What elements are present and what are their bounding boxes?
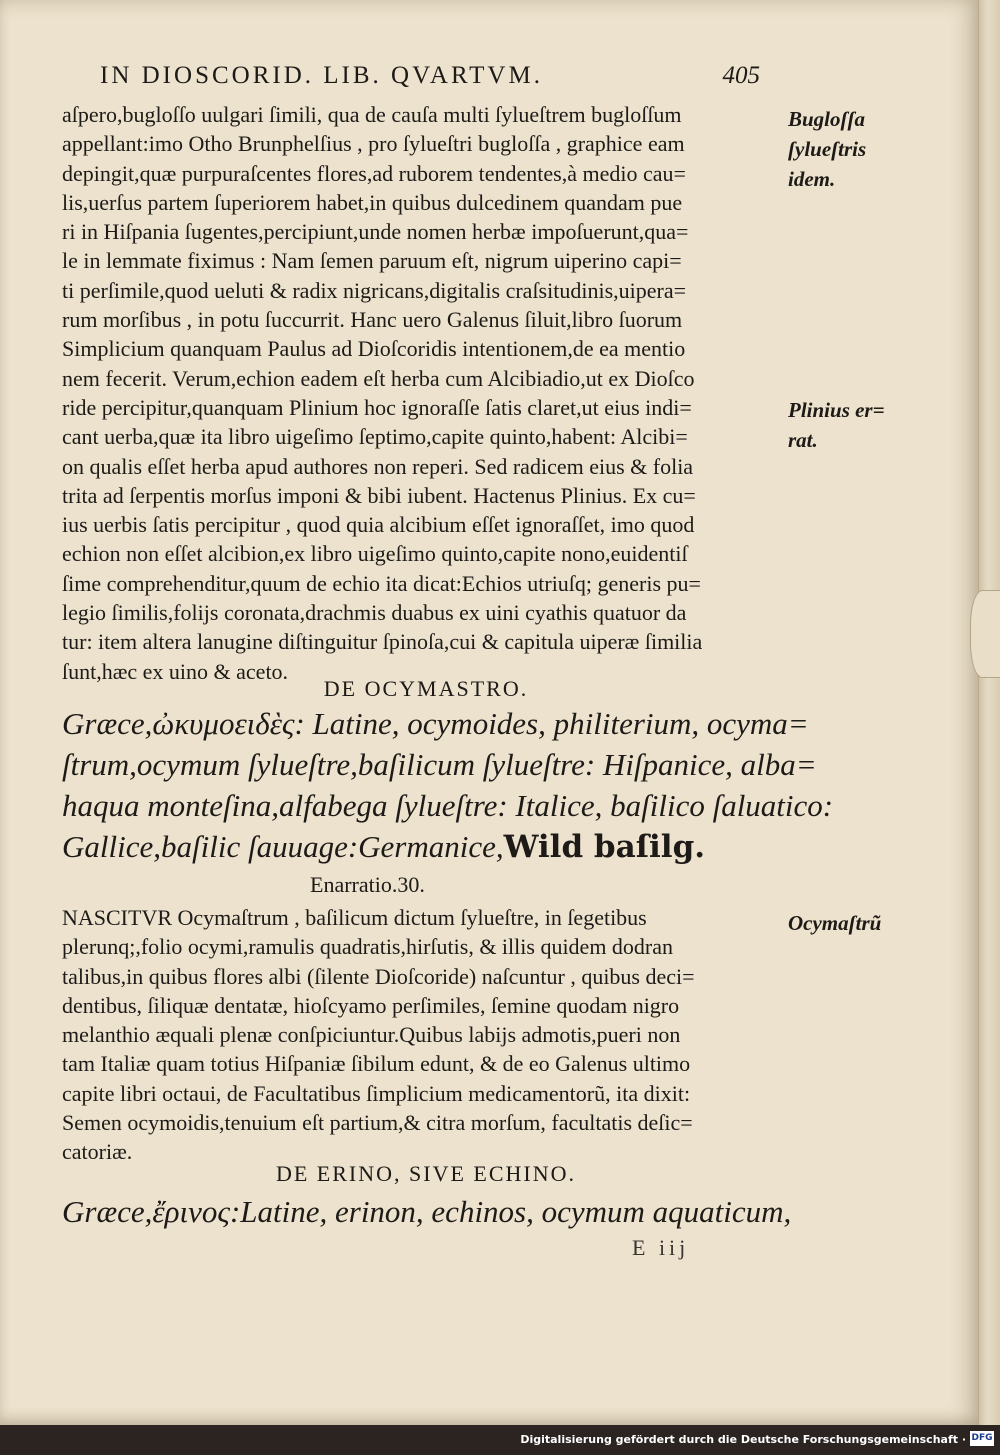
margin-line: rat. — [788, 428, 818, 452]
margin-note-plinius — [788, 395, 888, 455]
dfg-logo: DFG — [970, 1431, 994, 1446]
body-text-block-1 — [62, 100, 790, 686]
text-line: depingit,quæ purpuraſcentes flores,ad ruborem tendentes,à medio cau= — [62, 160, 686, 186]
names-line-prefix: Gallice,baſilic ſauuage:Germanice, — [62, 829, 504, 864]
margin-line: Bugloſſa — [788, 107, 866, 131]
digitization-credit: Digitalisierung gefördert durch die Deutsche Forschungsgemeinschaft · — [520, 1433, 966, 1446]
german-name: Wild baſilg. — [503, 829, 706, 865]
text-line: cant uerba,quæ ita libro uigeſimo ſeptimo,capite quinto,habent: Alcibi= — [62, 424, 688, 450]
text-line: ſime comprehenditur,quum de echio ita dicat:Echios utriuſq; generis pu= — [62, 570, 701, 596]
signature-mark: E iij — [632, 1235, 690, 1260]
enarratio-label: Enarratio.30. — [310, 872, 425, 897]
text-line: melanthio æquali plenæ conſpiciuntur.Quibus labijs admotis,pueri non — [62, 1022, 681, 1048]
text-line: NASCITVR Ocymaſtrum , baſilicum dictum ſylueſtre, in ſegetibus — [62, 905, 647, 930]
text-line: lis,uerſus partem ſuperiorem habet,in quibus dulcedinem quandam pue — [62, 189, 683, 215]
margin-note-buglossa — [788, 104, 888, 194]
text-line: ſunt,hæc ex uino & aceto. — [62, 658, 289, 684]
margin-note-ocymastrum — [788, 908, 888, 938]
text-line: trita ad ſerpentis morſus imponi & bibi iubent. Hactenus Plinius. Ex cu= — [62, 482, 696, 508]
text-line: plerunq;,folio ocymi,ramulis quadratis,hirſutis, & illis quidem dodran — [62, 934, 674, 960]
text-line: ius uerbis ſatis percipitur , quod quia alcibium eſſet ignoraſſet, imo quod — [62, 512, 695, 538]
text-line: Semen ocymoidis,tenuium eſt partium,& citra morſum, facultatis deſic= — [62, 1110, 693, 1136]
text-line: appellant:imo Otho Brunphelſius , pro ſylueſtri bugloſſa , graphice eam — [62, 131, 685, 157]
margin-line: Plinius er= — [788, 398, 885, 422]
running-header — [100, 62, 760, 90]
names-line: Græce,ἔρινος:Latine, erinon, echinos, ocymum aquaticum, — [62, 1194, 792, 1229]
names-line-last — [62, 826, 802, 868]
section-heading-erino: DE ERINO, SIVE ECHINO. — [275, 1161, 577, 1186]
page-edge — [978, 0, 1000, 1425]
text-line: tur: item altera lanugine diſtinguitur ſpinoſa,cui & capitula uiperæ ſimilia — [62, 629, 703, 655]
text-line: nem fecerit. Verum,echion eadem eſt herba cum Alcibiadio,ut ex Dioſco — [62, 365, 695, 391]
margin-line: idem. — [788, 167, 836, 191]
names-line: haqua monteſina,alfabega ſylueſtre: Italice, baſilico ſaluatico: — [62, 788, 834, 823]
text-line: talibus,in quibus flores albi (ſilente Dioſcoride) naſcuntur , quibus deci= — [62, 963, 695, 989]
margin-line: Ocymaſtrũ — [788, 911, 882, 935]
text-line: on qualis eſſet herba apud authores non reperi. Sed radicem eius & folia — [62, 453, 694, 479]
body-text-block-2 — [62, 903, 790, 1167]
text-line: tam Italiæ quam totius Hiſpaniæ ſibilum edunt, & de eo Galenus ultimo — [62, 1051, 691, 1077]
text-line: capite libri octaui, de Facultatibus ſimplicium medicamentorũ, ita dixit: — [62, 1080, 691, 1106]
page-number: 405 — [722, 62, 760, 89]
text-line: aſpero,bugloſſo uulgari ſimili, qua de cauſa multi ſylueſtrem bugloſſum — [62, 102, 682, 127]
text-line: dentibus, ſiliquæ dentatæ, hioſcyamo perſimiles, ſemine quodam nigro — [62, 992, 680, 1018]
text-line: catoriæ. — [62, 1139, 133, 1165]
names-line: Græce,ὠκυμοειδὲς: Latine, ocymoides, philiterium, ocyma= — [62, 706, 809, 741]
page-edge-notch — [970, 590, 1000, 678]
section-heading-ocymastro: DE OCYMASTRO. — [323, 676, 529, 701]
text-line: Simplicium quanquam Paulus ad Dioſcoridis intentionem,de ea mentio — [62, 336, 686, 362]
text-line: le in lemmate fiximus : Nam ſemen paruum eſt, nigrum uiperino capi= — [62, 248, 682, 274]
names-block-ocymastro — [62, 703, 834, 868]
text-line: rum morſibus , in potu ſuccurrit. Hanc uero Galenus ſiluit,libro ſuorum — [62, 307, 683, 333]
text-line: ti perſimile,quod ueluti & radix nigricans,digitalis craſsitudinis,uipera= — [62, 277, 687, 303]
text-line: legio ſimilis,folijs coronata,drachmis duabus ex uini cyathis quatuor da — [62, 600, 687, 626]
names-block-erino — [62, 1191, 802, 1232]
text-line: ride percipitur,quanquam Plinium hoc ignoraſſe ſatis claret,ut eius indi= — [62, 394, 692, 420]
text-line: echion non eſſet alcibion,ex libro uigeſimo quinto,capite nono,euidentiſ — [62, 541, 688, 567]
names-line: ſtrum,ocymum ſylueſtre,baſilicum ſylueſtre: Hiſpanice, alba= — [62, 747, 817, 782]
running-title: IN DIOSCORID. LIB. QVARTVM. — [100, 62, 543, 89]
text-line: ri in Hiſpania ſugentes,percipiunt,unde nomen herbæ impoſuerunt,qua= — [62, 219, 689, 245]
margin-line: ſylueſtris — [788, 137, 867, 161]
